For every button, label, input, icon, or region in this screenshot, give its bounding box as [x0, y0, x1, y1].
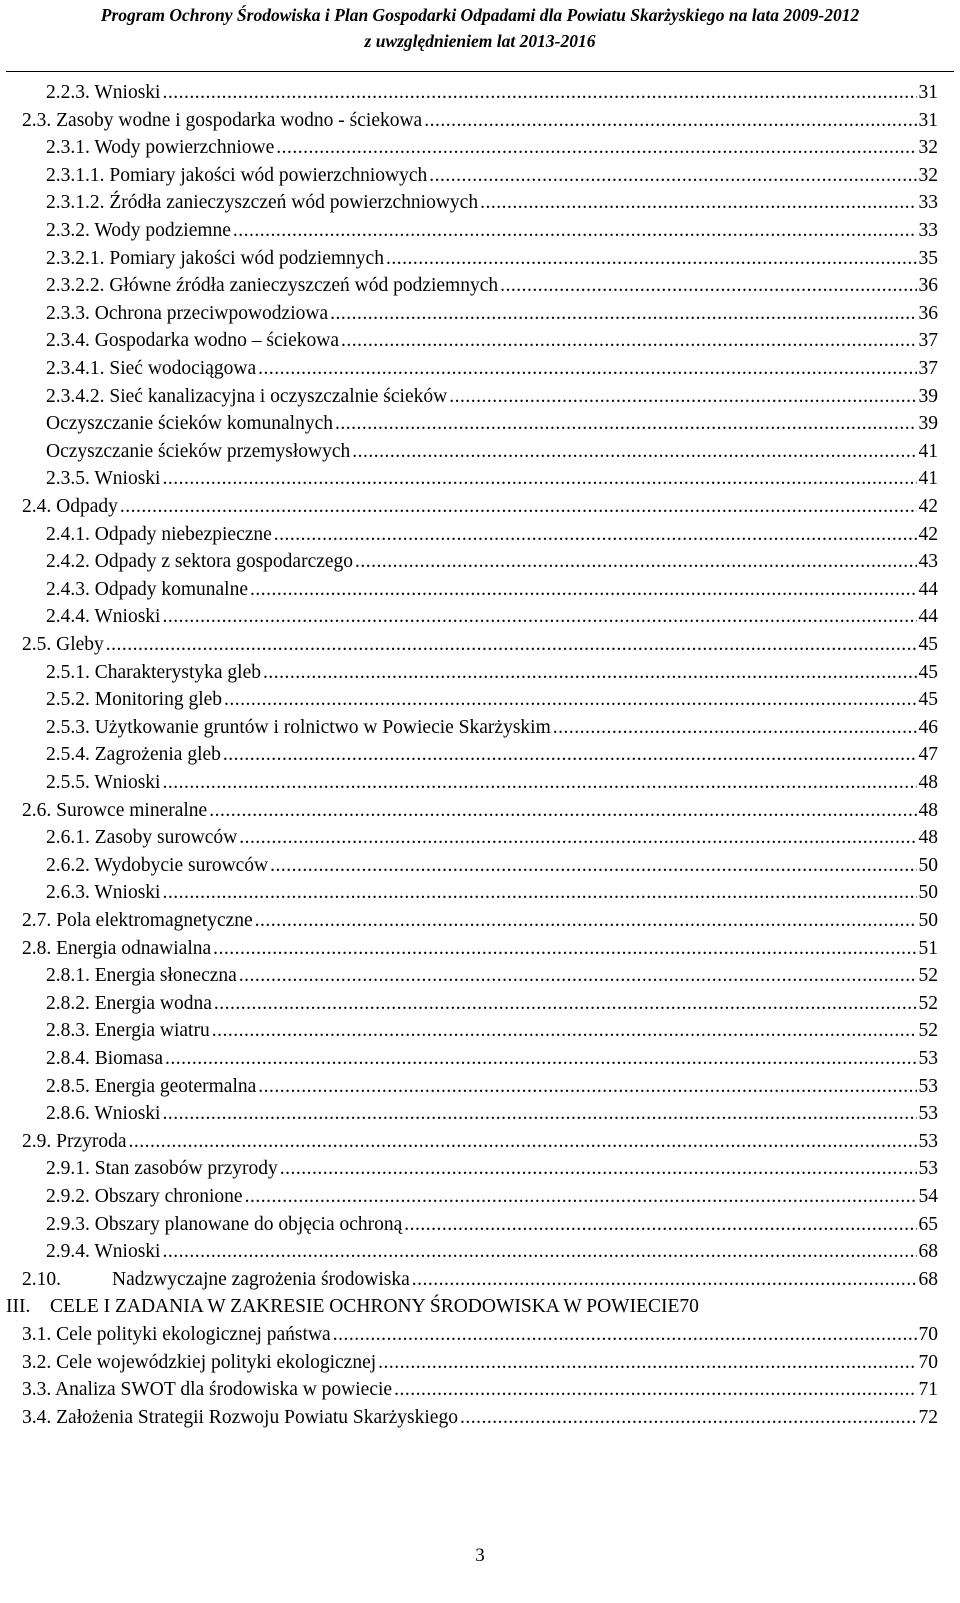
- toc-entry-text: 2.5. Gleby: [22, 634, 104, 655]
- toc-entry-leader: [209, 797, 916, 825]
- toc-entry-page: 51: [918, 938, 938, 959]
- toc-entry[interactable]: [46, 603, 938, 631]
- toc-entry-text: 2.6.3. Wnioski: [46, 882, 161, 903]
- toc-entry-text: 2.8.6. Wnioski: [46, 1103, 161, 1124]
- toc-entry-title: [22, 631, 104, 659]
- toc-entry[interactable]: [46, 1155, 938, 1183]
- toc-entry[interactable]: [46, 1238, 938, 1266]
- toc-entry-title: [22, 1404, 458, 1432]
- toc-entry-leader: [270, 852, 916, 880]
- toc-entry-text: 2.8.5. Energia geotermalna: [46, 1076, 257, 1097]
- toc-entry-number: III.: [6, 1296, 31, 1317]
- toc-entry-leader: [412, 1266, 917, 1294]
- toc-entry-leader: [129, 1128, 917, 1156]
- toc-entry-leader: [255, 907, 917, 935]
- toc-entry-page: 70: [918, 1324, 938, 1345]
- toc-entry-title: [46, 714, 551, 742]
- toc-entry[interactable]: [22, 797, 938, 825]
- toc-entry-page: 54: [918, 1186, 938, 1207]
- toc-entry-page: 37: [918, 330, 938, 351]
- toc-entry-title: [46, 576, 248, 604]
- toc-entry-leader: [386, 245, 917, 273]
- toc-entry-title: [46, 300, 328, 328]
- toc-entry[interactable]: [46, 686, 938, 714]
- toc-entry-title: [22, 935, 211, 963]
- toc-entry[interactable]: [46, 79, 938, 107]
- toc-entry-leader: [214, 990, 917, 1018]
- toc-entry-page: 45: [918, 634, 938, 655]
- toc-entry-leader: [120, 493, 917, 521]
- toc-entry-page: 41: [918, 441, 938, 462]
- toc-entry-text: 2.9.4. Wnioski: [46, 1241, 161, 1262]
- toc-entry-leader: [553, 714, 917, 742]
- toc-entry-text: 2.8.1. Energia słoneczna: [46, 965, 237, 986]
- toc-entry-page: 52: [918, 965, 938, 986]
- toc-entry-title: [46, 659, 261, 687]
- toc-entry-leader: [162, 1238, 916, 1266]
- toc-entry-text: 2.3.2.2. Główne źródła zanieczyszczeń wód podziemnych: [46, 275, 499, 296]
- toc-entry-page: 53: [918, 1103, 938, 1124]
- toc-entry-text: Oczyszczanie ścieków komunalnych: [46, 413, 333, 434]
- toc-entry-page: 46: [918, 717, 938, 738]
- toc-entry-title: [22, 107, 422, 135]
- toc-entry-page: 68: [918, 1269, 938, 1290]
- toc-entry-title: [46, 465, 160, 493]
- toc-entry-title: [22, 1128, 127, 1156]
- toc-entry-page: 44: [918, 579, 938, 600]
- toc-entry-leader: [500, 272, 916, 300]
- toc-entry-page: 53: [918, 1048, 938, 1069]
- toc-entry[interactable]: [46, 548, 938, 576]
- toc-entry-title: [46, 741, 221, 769]
- toc-entry-text: 2.4. Odpady: [22, 496, 118, 517]
- toc-entry[interactable]: [46, 438, 938, 466]
- toc-entry[interactable]: [22, 493, 938, 521]
- toc-entry-leader: [355, 548, 916, 576]
- toc-entry-leader: [274, 521, 917, 549]
- toc-entry-leader: [212, 1017, 917, 1045]
- toc-entry[interactable]: [22, 1404, 938, 1432]
- toc-entry-leader: [378, 1349, 916, 1377]
- toc-entry[interactable]: [6, 1293, 938, 1321]
- toc-entry-page: 71: [918, 1379, 938, 1400]
- toc-entry-title: [46, 355, 256, 383]
- toc-entry-title: [22, 907, 253, 935]
- toc-entry-leader: [480, 189, 916, 217]
- toc-entry[interactable]: [46, 714, 938, 742]
- toc-entry-leader: [250, 576, 916, 604]
- toc-entry-number: 2.10.: [22, 1269, 61, 1290]
- toc-entry-title: [46, 1045, 163, 1073]
- toc-entry-title: [46, 1211, 402, 1239]
- toc-entry[interactable]: [46, 741, 938, 769]
- toc-entry-title: [46, 521, 272, 549]
- toc-entry-leader: [429, 162, 916, 190]
- toc-entry-title: [46, 1155, 278, 1183]
- toc-entry[interactable]: [46, 769, 938, 797]
- toc-entry-title: [46, 438, 350, 466]
- toc-entry-page: 31: [918, 110, 938, 131]
- toc-entry-title: [46, 686, 222, 714]
- toc-entry-leader: [162, 465, 916, 493]
- toc-entry[interactable]: [46, 1073, 938, 1101]
- toc-entry-leader: [245, 1183, 917, 1211]
- toc-entry-page: 33: [918, 220, 938, 241]
- toc-entry[interactable]: [22, 1266, 938, 1294]
- toc-entry-leader: [404, 1211, 916, 1239]
- toc-entry[interactable]: [46, 245, 938, 273]
- toc-entry-page: 36: [918, 303, 938, 324]
- toc-entry-title: [46, 879, 160, 907]
- toc-entry-page: 68: [918, 1241, 938, 1262]
- toc-entry-text: 2.3.4.1. Sieć wodociągowa: [46, 358, 257, 379]
- toc-entry-leader: [424, 107, 916, 135]
- toc-entry-leader: [280, 1155, 917, 1183]
- toc-entry[interactable]: [22, 1376, 938, 1404]
- toc-entry-title: [46, 1238, 160, 1266]
- toc-entry-page: 31: [918, 82, 938, 103]
- toc-entry-page: 65: [918, 1214, 938, 1235]
- toc-entry-leader: [263, 659, 917, 687]
- toc-entry[interactable]: [46, 383, 938, 411]
- toc-entry-leader: [449, 383, 916, 411]
- toc-entry-text: 2.5.4. Zagrożenia gleb: [46, 744, 221, 765]
- toc-entry-leader: [213, 935, 916, 963]
- toc-entry-text: 3.4. Założenia Strategii Rozwoju Powiatu Skarżyskiego: [22, 1407, 458, 1428]
- toc-entry-page: 44: [918, 606, 938, 627]
- toc-entry-title: [46, 603, 160, 631]
- toc-entry-leader: [106, 631, 917, 659]
- toc-entry[interactable]: [46, 189, 938, 217]
- toc-entry-title: [46, 1017, 210, 1045]
- toc-entry-title: [46, 189, 478, 217]
- toc-entry-page: 72: [918, 1407, 938, 1428]
- toc-entry-title: [46, 1100, 160, 1128]
- toc-entry[interactable]: [46, 1183, 938, 1211]
- toc-entry-text: 3.3. Analiza SWOT dla środowiska w powiecie: [22, 1379, 393, 1400]
- toc-entry[interactable]: [46, 576, 938, 604]
- toc-entry-leader: [330, 300, 916, 328]
- toc-entry-title: [46, 79, 160, 107]
- toc-entry-text: 2.6. Surowce mineralne: [22, 800, 208, 821]
- toc-entry-page: 37: [918, 358, 938, 379]
- toc-entry-text: 2.8.3. Energia wiatru: [46, 1020, 210, 1041]
- toc-entry[interactable]: [46, 355, 938, 383]
- toc-entry-page: 36: [918, 275, 938, 296]
- toc-entry-text: 2.5.3. Użytkowanie gruntów i rolnictwo w Powiecie Skarżyskim: [46, 717, 551, 738]
- toc-entry-page: 45: [918, 662, 938, 683]
- toc-entry[interactable]: [46, 852, 938, 880]
- toc-entry-page: 47: [918, 744, 938, 765]
- toc-entry[interactable]: [22, 631, 938, 659]
- toc-entry[interactable]: [22, 1321, 938, 1349]
- toc-entry-leader: [162, 879, 916, 907]
- toc-entry-text: 3.1. Cele polityki ekologicznej państwa: [22, 1324, 331, 1345]
- toc-entry-leader: [162, 1100, 916, 1128]
- toc-entry-title: [46, 327, 339, 355]
- toc-entry[interactable]: [22, 907, 938, 935]
- toc-entry-page: 42: [918, 524, 938, 545]
- toc-entry-leader: [258, 355, 916, 383]
- toc-entry-text: Nadzwyczajne zagrożenia środowiska: [112, 1269, 410, 1290]
- page-number: 3: [475, 1545, 485, 1566]
- toc-entry-text: 2.4.3. Odpady komunalne: [46, 579, 249, 600]
- toc-entry-title: [6, 1293, 679, 1321]
- toc-entry-leader: [276, 134, 916, 162]
- toc-entry-leader: [352, 438, 916, 466]
- toc-entry-leader: [239, 824, 916, 852]
- toc-entry-text: Oczyszczanie ścieków przemysłowych: [46, 441, 351, 462]
- toc-entry-text: 2.9. Przyroda: [22, 1131, 127, 1152]
- toc-entry[interactable]: [22, 1349, 938, 1377]
- toc-entry-page: 48: [918, 827, 938, 848]
- toc-entry-page: 43: [918, 551, 938, 572]
- toc-entry[interactable]: [46, 300, 938, 328]
- toc-entry-title: [46, 962, 237, 990]
- toc-entry-leader: [341, 327, 917, 355]
- toc-entry-title: [46, 769, 160, 797]
- toc-entry-text: 2.5.2. Monitoring gleb: [46, 689, 223, 710]
- toc-entry[interactable]: [46, 1100, 938, 1128]
- toc-entry-title: [22, 1266, 410, 1294]
- toc-entry[interactable]: [22, 935, 938, 963]
- toc-entry-text: 2.3.3. Ochrona przeciwpowodziowa: [46, 303, 329, 324]
- toc-entry-title: [46, 272, 498, 300]
- toc-entry-text: 2.8.4. Biomasa: [46, 1048, 163, 1069]
- toc-entry[interactable]: [46, 824, 938, 852]
- toc-entry-title: [46, 990, 212, 1018]
- toc-entry-text: 2.6.1. Zasoby surowców: [46, 827, 238, 848]
- toc-entry-page: 32: [918, 137, 938, 158]
- toc-entry[interactable]: [46, 134, 938, 162]
- toc-entry-page: 39: [918, 413, 938, 434]
- toc-entry-leader: [165, 1045, 917, 1073]
- toc-entry-page: 70: [679, 1296, 699, 1317]
- toc-entry-page: 53: [918, 1158, 938, 1179]
- header-line-2: z uwzględnieniem lat 2013-2016: [364, 31, 596, 51]
- toc-entry-leader: [333, 1321, 917, 1349]
- toc-entry-page: 50: [918, 882, 938, 903]
- toc-entry[interactable]: [46, 1017, 938, 1045]
- toc-entry-page: 33: [918, 192, 938, 213]
- toc-entry-page: 52: [918, 1020, 938, 1041]
- toc-entry-text: 2.8.2. Energia wodna: [46, 993, 212, 1014]
- toc-entry[interactable]: [46, 879, 938, 907]
- toc-entry[interactable]: [46, 465, 938, 493]
- toc-entry[interactable]: [46, 162, 938, 190]
- toc-entry-page: 35: [918, 248, 938, 269]
- toc-entry-leader: [258, 1073, 916, 1101]
- toc-entry[interactable]: [46, 272, 938, 300]
- toc-entry[interactable]: [46, 962, 938, 990]
- toc-entry-text: 2.3.1. Wody powierzchniowe: [46, 137, 275, 158]
- toc-entry-text: 2.6.2. Wydobycie surowców: [46, 855, 269, 876]
- toc-entry-text: 2.3.4.2. Sieć kanalizacyjna i oczyszczalnie ścieków: [46, 386, 448, 407]
- toc-entry-leader: [460, 1404, 917, 1432]
- toc-entry-leader: [162, 603, 916, 631]
- toc-entry-page: 53: [918, 1076, 938, 1097]
- toc-entry-leader: [233, 217, 917, 245]
- toc-entry-title: [46, 1183, 243, 1211]
- toc-entry-text: 2.4.1. Odpady niebezpieczne: [46, 524, 272, 545]
- toc-entry[interactable]: [46, 410, 938, 438]
- toc-entry-text: 2.8. Energia odnawialna: [22, 938, 212, 959]
- toc-entry-page: 53: [918, 1131, 938, 1152]
- toc-entry-text: 2.3.2. Wody podziemne: [46, 220, 231, 241]
- toc-entry-text: 2.3.1.2. Źródła zanieczyszczeń wód powierzchniowych: [46, 192, 479, 213]
- toc-entry-title: [22, 1321, 331, 1349]
- toc-entry-leader: [239, 962, 917, 990]
- toc-entry-title: [46, 134, 274, 162]
- toc-entry[interactable]: [22, 107, 938, 135]
- toc-entry-text: 2.3.5. Wnioski: [46, 468, 161, 489]
- toc-entry-page: 32: [918, 165, 938, 186]
- toc-entry-page: 42: [918, 496, 938, 517]
- toc-entry-text: 2.9.1. Stan zasobów przyrody: [46, 1158, 278, 1179]
- toc-entry-text: 2.3.1.1. Pomiary jakości wód powierzchniowych: [46, 165, 428, 186]
- toc-entry-leader: [223, 741, 917, 769]
- toc-entry-page: 41: [918, 468, 938, 489]
- toc-entry[interactable]: [46, 990, 938, 1018]
- toc-entry-text: 2.2.3. Wnioski: [46, 82, 161, 103]
- toc-entry-text: CELE I ZADANIA W ZAKRESIE OCHRONY ŚRODOWISKA W POWIECIE: [50, 1296, 680, 1317]
- toc-entry-leader: [162, 79, 916, 107]
- toc-entry-page: 52: [918, 993, 938, 1014]
- toc-entry-text: 2.9.2. Obszary chronione: [46, 1186, 243, 1207]
- toc-entry-page: 45: [918, 689, 938, 710]
- toc-entry-page: 48: [918, 800, 938, 821]
- toc-entry-title: [46, 217, 231, 245]
- toc-entry-title: [22, 1376, 392, 1404]
- toc-entry-text: 2.5.1. Charakterystyka gleb: [46, 662, 261, 683]
- toc-entry-title: [46, 410, 333, 438]
- toc-entry[interactable]: [46, 327, 938, 355]
- toc-entry[interactable]: [46, 217, 938, 245]
- toc-entry-text: 3.2. Cele wojewódzkiej polityki ekologicznej: [22, 1352, 377, 1373]
- toc-entry-title: [46, 852, 268, 880]
- toc-entry-page: 50: [918, 855, 938, 876]
- toc-entry-text: 2.4.4. Wnioski: [46, 606, 161, 627]
- toc-entry-title: [46, 548, 353, 576]
- toc-entry-title: [22, 797, 207, 825]
- toc-entry-title: [46, 383, 447, 411]
- toc-entry-text: 2.5.5. Wnioski: [46, 772, 161, 793]
- toc-entry-text: 2.7. Pola elektromagnetyczne: [22, 910, 253, 931]
- toc-entry[interactable]: [46, 659, 938, 687]
- toc-entry-title: [46, 1073, 256, 1101]
- toc-entry-title: [22, 1349, 376, 1377]
- toc-entry-title: [46, 245, 384, 273]
- toc-entry[interactable]: [46, 1211, 938, 1239]
- toc-entry-title: [46, 162, 427, 190]
- toc-entry-leader: [394, 1376, 916, 1404]
- toc-entry-page: 48: [918, 772, 938, 793]
- toc-entry-leader: [335, 410, 917, 438]
- toc-entry-leader: [162, 769, 916, 797]
- toc-entry-text: 2.3. Zasoby wodne i gospodarka wodno - ściekowa: [22, 110, 423, 131]
- toc-entry-text: 2.3.4. Gospodarka wodno – ściekowa: [46, 330, 339, 351]
- toc-entry-page: 70: [918, 1352, 938, 1373]
- toc-entry-leader: [224, 686, 916, 714]
- header-line-1: Program Ochrony Środowiska i Plan Gospodarki Odpadami dla Powiatu Skarżyskiego na lata 2009-2012: [100, 5, 860, 25]
- toc-entry-page: 50: [918, 910, 938, 931]
- toc-entry[interactable]: [46, 1045, 938, 1073]
- header-rule: [6, 71, 954, 72]
- toc-entry-text: 2.4.2. Odpady z sektora gospodarczego: [46, 551, 354, 572]
- toc-entry[interactable]: [22, 1128, 938, 1156]
- toc-entry-title: [22, 493, 118, 521]
- toc-entry-text: 2.3.2.1. Pomiary jakości wód podziemnych: [46, 248, 384, 269]
- toc-entry[interactable]: [46, 521, 938, 549]
- toc-entry-page: 39: [918, 386, 938, 407]
- toc-entry-title: [46, 824, 237, 852]
- toc-entry-text: 2.9.3. Obszary planowane do objęcia ochroną: [46, 1214, 403, 1235]
